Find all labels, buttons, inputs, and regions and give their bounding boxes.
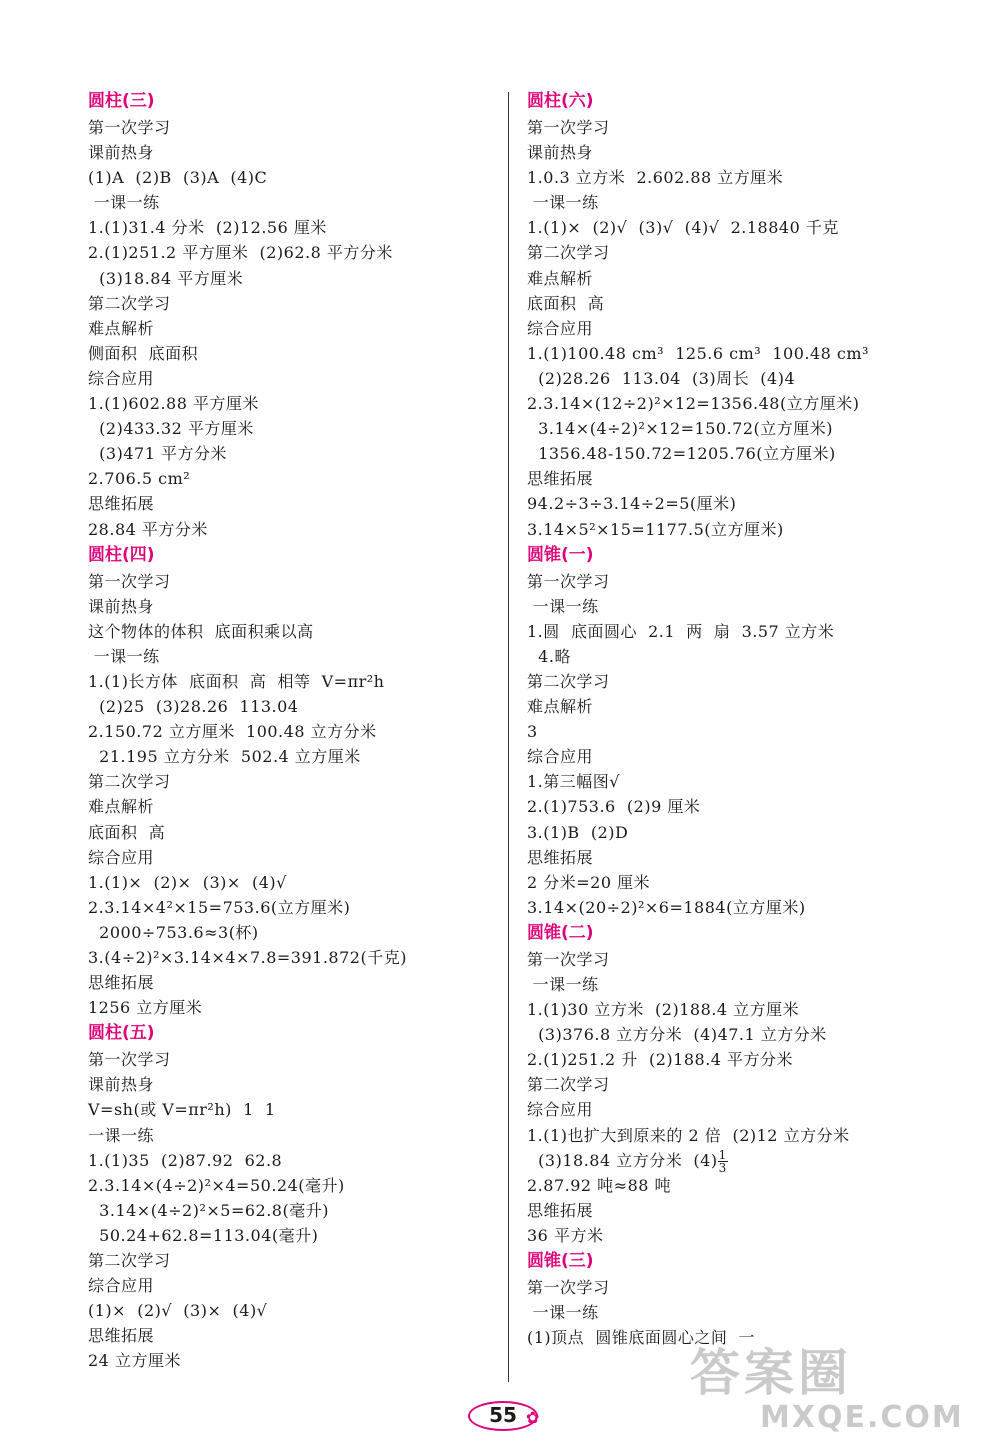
answer-line: 思维拓展 xyxy=(527,847,594,867)
flower-icon: ✿ xyxy=(526,1408,540,1427)
section-heading: 圆柱(六) xyxy=(527,91,594,111)
answer-line: 这个物体的体积 底面积乘以高 xyxy=(88,621,314,641)
answer-line: 4.略 xyxy=(527,646,571,666)
answer-line: 第一次学习 xyxy=(88,571,171,591)
section-heading: 圆锥(二) xyxy=(527,922,594,943)
answer-line: 1.第三幅图√ xyxy=(527,772,620,792)
answer-line: (1)A (2)B (3)A (4)C xyxy=(88,168,268,188)
answer-line: 第一次学习 xyxy=(88,1050,171,1070)
answer-text: (3)18.84 立方分米 (4) xyxy=(527,1150,718,1170)
right-answer-column xyxy=(527,88,967,1350)
answer-line: 综合应用 xyxy=(527,318,594,338)
answer-line: 底面积 高 xyxy=(527,293,605,313)
page-number: 55 xyxy=(489,1403,517,1427)
answer-line: 3.(4÷2)²×3.14×4×7.8=391.872(千克) xyxy=(88,948,407,967)
watermark-logo xyxy=(690,1345,990,1437)
answer-line: 第一次学习 xyxy=(527,1278,610,1298)
answer-line: 难点解析 xyxy=(88,318,155,338)
answer-line: 2.3.14×(4÷2)²×4=50.24(毫升) xyxy=(88,1175,345,1195)
fraction xyxy=(718,1149,728,1174)
answer-line: 第二次学习 xyxy=(88,772,171,792)
answer-line: 第一次学习 xyxy=(88,118,171,137)
answer-line xyxy=(527,1148,967,1173)
answer-line: 1256 立方厘米 xyxy=(88,998,203,1018)
answer-line: 2 分米=20 厘米 xyxy=(527,872,651,892)
answer-line: 3.14×5²×15=1177.5(立方厘米) xyxy=(527,519,784,539)
answer-line: 3.14×(4÷2)²×5=62.8(毫升) xyxy=(88,1200,329,1220)
answer-line: 综合应用 xyxy=(88,368,155,388)
answer-line: 难点解析 xyxy=(527,697,594,717)
answer-line: 课前热身 xyxy=(88,1075,155,1095)
answer-line: 2.3.14×(12÷2)²×12=1356.48(立方厘米) xyxy=(527,394,860,414)
answer-line: 第二次学习 xyxy=(88,1251,171,1271)
answer-line: 底面积 高 xyxy=(88,822,166,842)
answer-line: 一课一练 xyxy=(527,1303,599,1323)
answer-line: 1.(1)× (2)× (3)× (4)√ xyxy=(88,872,287,892)
answer-line: (2)28.26 113.04 (3)周长 (4)4 xyxy=(527,368,796,388)
answer-line: (3)376.8 立方分米 (4)47.1 立方分米 xyxy=(527,1025,827,1045)
section-heading: 圆柱(五) xyxy=(88,1023,155,1044)
answer-line: (3)471 平方分米 xyxy=(88,444,227,464)
answer-line: 24 立方厘米 xyxy=(88,1351,181,1371)
answer-line: (2)433.32 平方厘米 xyxy=(88,419,254,439)
watermark-en: MXQE.COM xyxy=(760,1400,964,1435)
answer-line: 1.圆 底面圆心 2.1 两 扇 3.57 立方米 xyxy=(527,621,835,641)
answer-line: 3.14×(20÷2)²×6=1884(立方厘米) xyxy=(527,897,806,917)
answer-line: 一课一练 xyxy=(88,1125,155,1145)
answer-line: 28.84 平方分米 xyxy=(88,519,208,539)
answer-line: 综合应用 xyxy=(527,747,594,767)
answer-line: 综合应用 xyxy=(88,1276,155,1296)
answer-line: 第二次学习 xyxy=(88,293,171,313)
answer-line: 思维拓展 xyxy=(527,469,594,489)
answer-line: 1.(1)长方体 底面积 高 相等 V=πr²h xyxy=(88,671,385,691)
answer-line: 难点解析 xyxy=(527,268,594,288)
answer-line: 21.195 立方分米 502.4 立方厘米 xyxy=(88,747,361,767)
answer-line: 2.(1)251.2 平方厘米 (2)62.8 平方分米 xyxy=(88,243,393,263)
page-number-badge xyxy=(460,1398,550,1434)
answer-line: 50.24+62.8=113.04(毫升) xyxy=(88,1225,319,1245)
answer-line: 综合应用 xyxy=(88,847,155,867)
answer-line: 1.(1)35 (2)87.92 62.8 xyxy=(88,1150,283,1170)
answer-line: 1356.48-150.72=1205.76(立方厘米) xyxy=(527,444,836,464)
section-heading: 圆锥(三) xyxy=(527,1251,594,1272)
answer-line: 思维拓展 xyxy=(88,494,155,514)
fraction-denominator: 3 xyxy=(718,1160,727,1175)
answer-line: 2.(1)251.2 升 (2)188.4 平方分米 xyxy=(527,1050,794,1070)
answer-line: 1.(1)31.4 分米 (2)12.56 厘米 xyxy=(88,218,327,238)
answer-line: 难点解析 xyxy=(88,797,155,817)
answer-line: V=sh(或 V=πr²h) 1 1 xyxy=(88,1100,276,1120)
answer-line: 侧面积 底面积 xyxy=(88,343,199,363)
answer-line: 一课一练 xyxy=(527,596,599,616)
section-heading: 圆柱(四) xyxy=(88,544,155,565)
fraction-numerator: 1 xyxy=(718,1147,727,1162)
answer-line: 课前热身 xyxy=(88,143,155,163)
answer-line: 1.(1)也扩大到原来的 2 倍 (2)12 立方分米 xyxy=(527,1125,850,1145)
answer-line: 第二次学习 xyxy=(527,1075,610,1095)
answer-line: 一课一练 xyxy=(527,975,599,994)
watermark-cn: 答案圈 xyxy=(690,1344,852,1402)
answer-line: 第二次学习 xyxy=(527,243,610,263)
answer-line: 36 平方米 xyxy=(527,1225,604,1245)
answer-line: 一课一练 xyxy=(88,646,160,666)
answer-line: 1.(1)602.88 平方厘米 xyxy=(88,394,260,414)
answer-line: 1.0.3 立方米 2.602.88 立方厘米 xyxy=(527,168,784,188)
answer-line: 思维拓展 xyxy=(88,973,155,993)
answer-line: (3)18.84 平方厘米 xyxy=(88,268,244,288)
answer-line: 第一次学习 xyxy=(527,118,610,137)
answer-line: 一课一练 xyxy=(88,193,160,213)
answer-line: 思维拓展 xyxy=(527,1200,594,1220)
answer-line: 2000÷753.6≈3(杯) xyxy=(88,922,259,942)
answer-line: 课前热身 xyxy=(527,143,594,163)
answer-line: 思维拓展 xyxy=(88,1326,155,1346)
answer-line: (1)顶点 圆锥底面圆心之间 一 xyxy=(527,1328,756,1348)
answer-line: 1.(1)30 立方米 (2)188.4 立方厘米 xyxy=(527,1000,800,1020)
answer-line: (1)× (2)√ (3)× (4)√ xyxy=(88,1301,268,1321)
answer-line: 3.(1)B (2)D xyxy=(527,822,629,842)
column-divider xyxy=(508,92,509,1382)
answer-line: 1.(1)× (2)√ (3)√ (4)√ 2.18840 千克 xyxy=(527,218,839,238)
answer-line: 第一次学习 xyxy=(527,949,610,969)
section-heading: 圆锥(一) xyxy=(527,544,594,565)
answer-line: 1.(1)100.48 cm³ 125.6 cm³ 100.48 cm³ xyxy=(527,343,869,363)
answer-line: 3 xyxy=(527,722,538,742)
answer-line: 第二次学习 xyxy=(527,671,610,691)
answer-line: 综合应用 xyxy=(527,1100,594,1120)
answer-line: (2)25 (3)28.26 113.04 xyxy=(88,697,299,717)
answer-line: 2.87.92 吨≈88 吨 xyxy=(527,1175,672,1195)
section-heading: 圆柱(三) xyxy=(88,91,155,111)
answer-line: 2.(1)753.6 (2)9 厘米 xyxy=(527,797,701,817)
answer-line: 课前热身 xyxy=(88,596,155,616)
answer-line: 3.14×(4÷2)²×12=150.72(立方厘米) xyxy=(527,419,834,439)
answer-line: 一课一练 xyxy=(527,193,599,213)
answer-line: 第一次学习 xyxy=(527,571,610,591)
answer-line: 2.706.5 cm² xyxy=(88,469,191,489)
answer-line: 2.3.14×4²×15=753.6(立方厘米) xyxy=(88,897,351,917)
answer-line: 2.150.72 立方厘米 100.48 立方分米 xyxy=(88,722,377,742)
left-answer-column xyxy=(88,88,488,1374)
answer-line: 94.2÷3÷3.14÷2=5(厘米) xyxy=(527,494,737,514)
